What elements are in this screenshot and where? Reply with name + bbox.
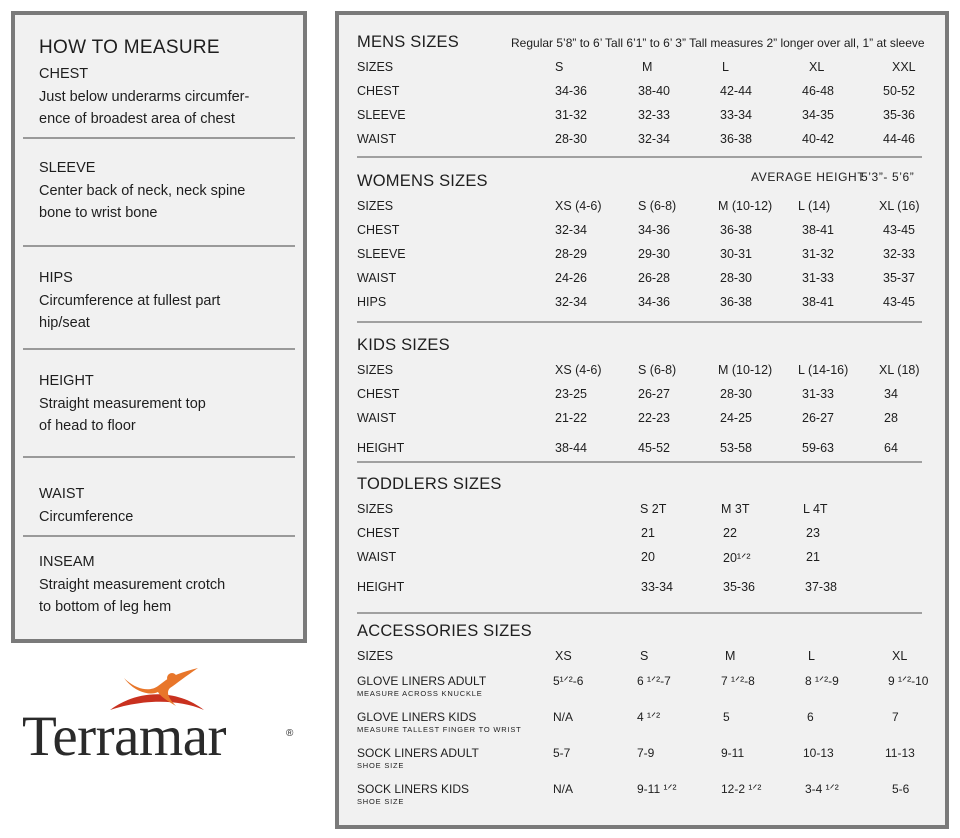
cell: 59-63 [802,441,834,455]
cell: 20¹ᐟ² [723,551,751,565]
measure-desc: ence of broadest area of chest [39,111,235,127]
cell: 38-41 [802,295,834,309]
cell: 20 [641,550,655,564]
row-label: HEIGHT [357,580,405,594]
table-row [357,387,927,407]
cell: 31-33 [802,387,834,401]
cell: 10-13 [803,746,834,760]
row-label: CHEST [357,387,400,401]
divider [23,535,295,537]
cell: 34 [884,387,898,401]
size-col: XL (18) [879,363,920,377]
accessories-header-row [357,649,927,669]
cell: 7 ¹ᐟ²-8 [721,674,755,688]
cell: 24-25 [720,411,752,425]
cell: 21 [806,550,820,564]
cell: 50-52 [883,84,915,98]
cell: 46-48 [802,84,834,98]
row-sublabel: SHOE SIZE [357,761,405,770]
measure-heading: SLEEVE [39,160,96,176]
cell: 34-36 [638,223,670,237]
table-row [357,247,927,267]
table-row [357,295,927,315]
divider [23,348,295,350]
measure-hips [39,267,289,335]
divider [357,156,922,158]
cell: 5-6 [892,782,910,796]
cell: 33-34 [720,108,752,122]
table-row [357,526,927,546]
size-col: XXL [892,60,916,74]
measure-desc: Just below underarms circumfer- [39,88,250,105]
cell: 37-38 [805,580,837,594]
measure-desc: bone to wrist bone [39,205,158,221]
brand-name: Terramar [22,705,227,768]
measure-heading: WAIST [39,486,85,502]
cell: 35-37 [883,271,915,285]
size-col: XS (4-6) [555,363,602,377]
cell: 34-36 [555,84,587,98]
cell: 32-34 [555,223,587,237]
cell: 26-27 [802,411,834,425]
cell: 7 [892,710,899,724]
cell: 32-33 [638,108,670,122]
registered-mark: ® [286,728,294,739]
cell: 9-11 [721,746,745,760]
mens-header-row [357,60,927,80]
measure-chest [39,63,289,131]
cell: 6 [807,710,814,724]
row-label: WAIST [357,550,397,564]
row-label: CHEST [357,223,400,237]
cell: 35-36 [723,580,755,594]
cell: 32-34 [555,295,587,309]
measure-waist [39,483,289,528]
cell: 45-52 [638,441,670,455]
table-row [357,550,927,570]
divider [357,612,922,614]
table-row [357,108,927,128]
cell: 28-30 [720,387,752,401]
cell: 29-30 [638,247,670,261]
size-col: L (14) [798,199,831,213]
cell: 11-13 [885,746,915,760]
size-col: L (14-16) [798,363,849,377]
cell: 9-11 ¹ᐟ² [637,782,677,796]
cell: 36-38 [720,132,752,146]
cell: 32-33 [883,247,915,261]
cell: 36-38 [720,223,752,237]
cell: 28-30 [720,271,752,285]
size-col: S (6-8) [638,363,677,377]
size-col: XS (4-6) [555,199,602,213]
cell: 42-44 [720,84,752,98]
size-col: M (10-12) [718,199,773,213]
measure-heading: HIPS [39,270,73,286]
womens-header-row [357,199,927,219]
size-col: S (6-8) [638,199,677,213]
cell: N/A [553,710,574,724]
size-col: XL [892,649,908,663]
cell: 38-41 [802,223,834,237]
row-label: SIZES [357,502,394,516]
table-row [357,271,927,291]
table-row [357,411,927,431]
cell: 28 [884,411,898,425]
table-row [357,223,927,243]
cell: N/A [553,782,574,796]
cell: 21 [641,526,655,540]
table-row [357,132,927,152]
cell: 31-33 [802,271,834,285]
cell: 44-46 [883,132,915,146]
table-row [357,580,927,600]
table-row [357,441,927,461]
measure-desc: Straight measurement top [39,395,206,412]
measure-heading: CHEST [39,66,89,82]
average-height-value: 5’3”- 5’6” [861,170,915,184]
measure-heading: HEIGHT [39,373,94,389]
row-label: WAIST [357,271,397,285]
row-label: SOCK LINERS ADULT [357,746,479,760]
row-label: SIZES [357,199,394,213]
size-col: M [642,60,653,74]
measure-sleeve [39,157,289,225]
cell: 12-2 ¹ᐟ² [721,782,762,796]
cell: 28-30 [555,132,587,146]
size-charts-panel [335,11,949,829]
measure-desc: Circumference [39,508,134,525]
mens-note: Regular 5’8” to 6’ Tall 6’1” to 6’ 3” Tall measures 2” longer over all, 1” at sleeve [511,36,925,50]
cell: 9 ¹ᐟ²-10 [888,674,929,688]
cell: 36-38 [720,295,752,309]
cell: 34-35 [802,108,834,122]
cell: 34-36 [638,295,670,309]
row-label: WAIST [357,132,397,146]
cell: 8 ¹ᐟ²-9 [805,674,839,688]
terramar-logo [22,666,302,776]
measure-desc: Circumference at fullest part [39,292,221,309]
divider [23,245,295,247]
size-col: XS [555,649,572,663]
size-col: L 4T [803,502,828,516]
row-label: SOCK LINERS KIDS [357,782,470,796]
size-col: XL [809,60,825,74]
table-row [357,84,927,104]
cell: 7-9 [637,746,655,760]
divider [23,456,295,458]
size-col: S [555,60,564,74]
measure-desc: of head to floor [39,418,136,434]
size-col: S [640,649,649,663]
row-label: SIZES [357,649,394,663]
row-label: SLEEVE [357,247,406,261]
cell: 21-22 [555,411,587,425]
cell: 5 [723,710,730,724]
cell: 38-44 [555,441,587,455]
measure-inseam [39,551,289,619]
size-col: M 3T [721,502,750,516]
cell: 28-29 [555,247,587,261]
cell: 38-40 [638,84,670,98]
how-to-measure-title: HOW TO MEASURE [39,37,220,58]
row-sublabel: MEASURE ACROSS KNUCKLE [357,689,483,698]
cell: 22 [723,526,737,540]
measure-desc: hip/seat [39,315,90,331]
toddlers-title: TODDLERS SIZES [357,475,502,493]
row-sublabel: SHOE SIZE [357,797,405,806]
kids-title: KIDS SIZES [357,336,450,354]
row-sublabel: MEASURE TALLEST FINGER TO WRIST [357,725,522,734]
row-label: HIPS [357,295,387,309]
row-label: SIZES [357,60,394,74]
cell: 26-27 [638,387,670,401]
accessories-title: ACCESSORIES SIZES [357,622,532,640]
row-label: GLOVE LINERS KIDS [357,710,477,724]
row-label: SIZES [357,363,394,377]
cell: 33-34 [641,580,673,594]
cell: 31-32 [802,247,834,261]
row-label: HEIGHT [357,441,405,455]
measure-height [39,370,289,438]
measure-desc: Straight measurement crotch [39,576,226,593]
cell: 24-26 [555,271,587,285]
cell: 26-28 [638,271,670,285]
average-height-label: AVERAGE HEIGHT [751,170,866,184]
row-label: SLEEVE [357,108,406,122]
measure-desc: to bottom of leg hem [39,599,172,615]
row-label: WAIST [357,411,397,425]
womens-title: WOMENS SIZES [357,172,488,190]
cell: 4 ¹ᐟ² [637,710,661,724]
row-label: CHEST [357,84,400,98]
cell: 5¹ᐟ²-6 [553,674,584,688]
cell: 30-31 [720,247,752,261]
size-col: XL (16) [879,199,920,213]
cell: 53-58 [720,441,752,455]
toddlers-header-row [357,502,927,522]
divider [357,461,922,463]
measure-heading: INSEAM [39,554,95,570]
cell: 32-34 [638,132,670,146]
cell: 31-32 [555,108,587,122]
cell: 3-4 ¹ᐟ² [805,782,839,796]
cell: 40-42 [802,132,834,146]
cell: 43-45 [883,223,915,237]
cell: 6 ¹ᐟ²-7 [637,674,671,688]
cell: 23 [806,526,820,540]
size-col: L [808,649,815,663]
row-label: GLOVE LINERS ADULT [357,674,487,688]
kids-header-row [357,363,927,383]
cell: 64 [884,441,898,455]
row-label: CHEST [357,526,400,540]
how-to-measure-panel [11,11,307,643]
mens-title: MENS SIZES [357,33,459,51]
cell: 43-45 [883,295,915,309]
cell: 23-25 [555,387,587,401]
cell: 22-23 [638,411,670,425]
size-col: S 2T [640,502,667,516]
measure-desc: Center back of neck, neck spine [39,182,246,199]
divider [23,137,295,139]
cell: 35-36 [883,108,915,122]
figure-head-icon [167,673,177,683]
size-col: M (10-12) [718,363,773,377]
divider [357,321,922,323]
size-col: L [722,60,729,74]
size-col: M [725,649,736,663]
cell: 5-7 [553,746,571,760]
